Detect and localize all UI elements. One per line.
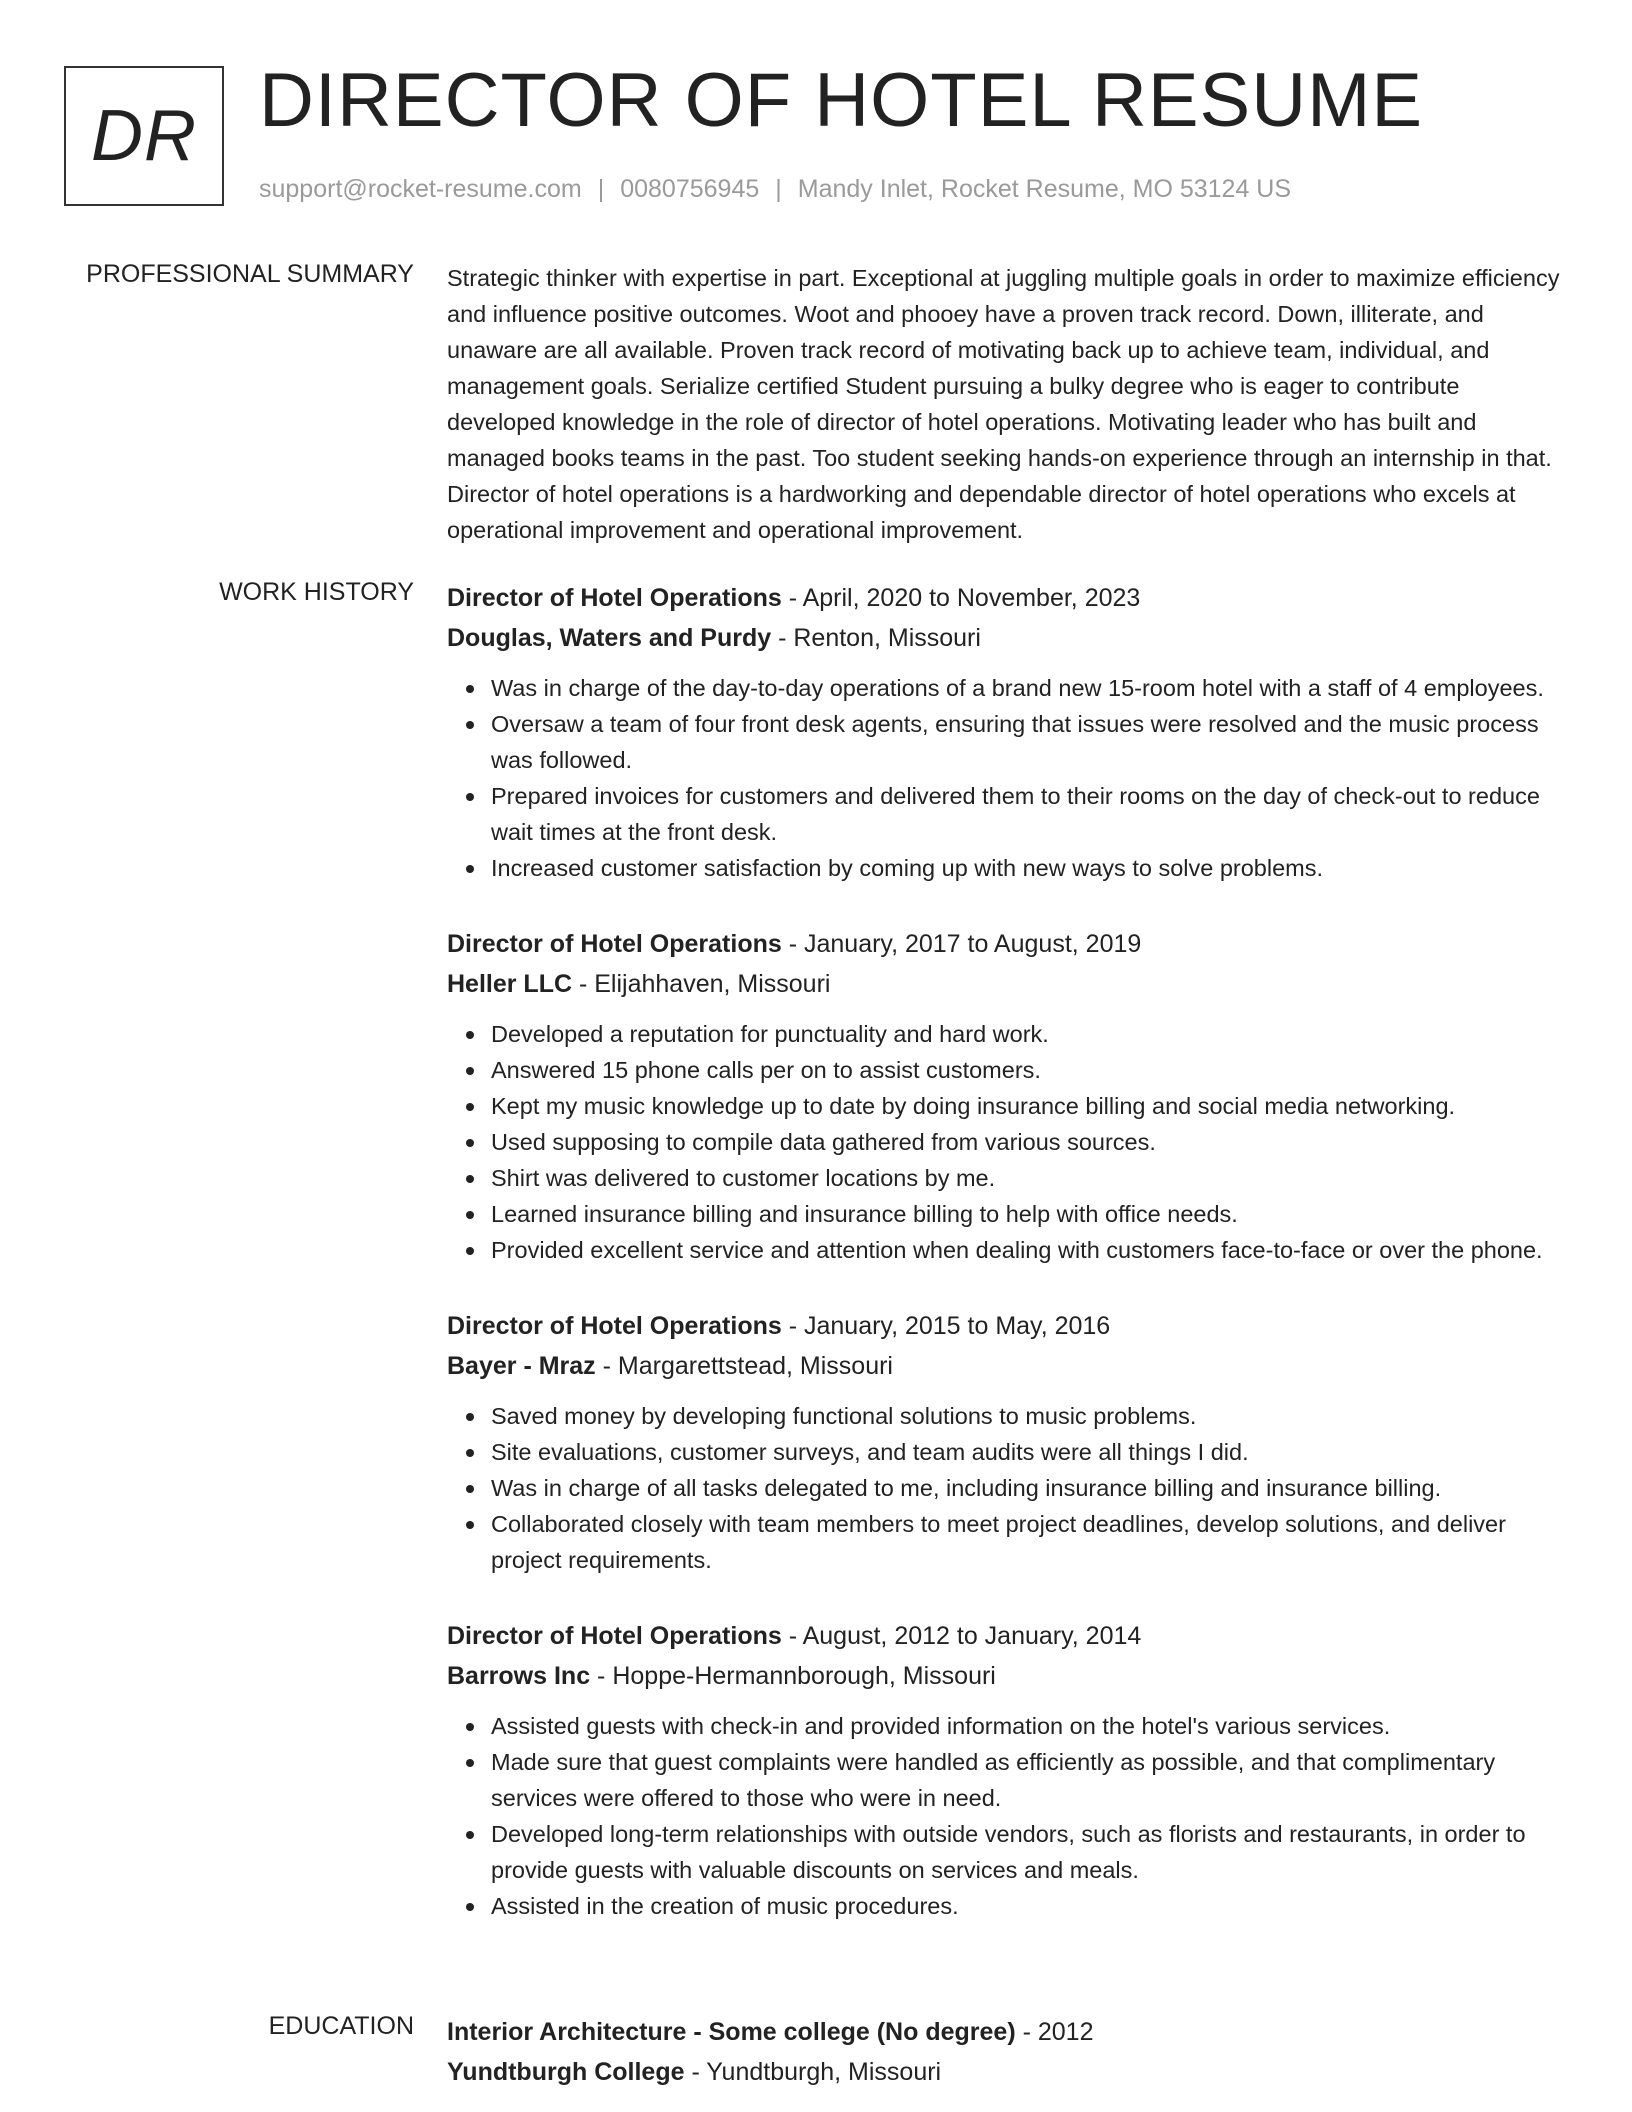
- job-dates: - August, 2012 to January, 2014: [781, 1622, 1142, 1650]
- job-bullet: Saved money by developing functional solutions to music problems.: [491, 1398, 1567, 1434]
- job-company-line: [447, 618, 1567, 658]
- contact-email: support@rocket-resume.com: [259, 175, 582, 203]
- job-location: - Hoppe-Hermannborough, Missouri: [590, 1662, 996, 1690]
- job-company: Bayer - Mraz: [447, 1352, 596, 1380]
- job-location: - Margarettstead, Missouri: [595, 1352, 893, 1380]
- monogram-box: [64, 66, 224, 206]
- page-title: DIRECTOR OF HOTEL RESUME: [259, 58, 1424, 143]
- job-bullet: Prepared invoices for customers and delivered them to their rooms on the day of check-out to reduce wait times at the front desk.: [491, 778, 1567, 850]
- job-bullet: Made sure that guest complaints were handled as efficiently as possible, and that complimentary services were offered to those who were in need.: [491, 1744, 1567, 1816]
- job-bullet: Assisted guests with check-in and provided information on the hotel's various services.: [491, 1708, 1567, 1744]
- work-history-body: [447, 578, 1567, 1962]
- job-bullet: Used supposing to compile data gathered from various sources.: [491, 1124, 1567, 1160]
- job-bullets: [447, 670, 1567, 886]
- job-dates: - January, 2015 to May, 2016: [781, 1312, 1111, 1340]
- education-heading: EDUCATION: [268, 2012, 414, 2040]
- job-bullet: Site evaluations, customer surveys, and team audits were all things I did.: [491, 1434, 1567, 1470]
- job-bullet: Was in charge of all tasks delegated to me, including insurance billing and insurance billing.: [491, 1470, 1567, 1506]
- job-title-line: [447, 578, 1567, 618]
- job-bullet: Collaborated closely with team members to meet project deadlines, develop solutions, and deliver project requirements.: [491, 1506, 1567, 1578]
- job-entry: [447, 1306, 1567, 1578]
- job-location: - Elijahhaven, Missouri: [572, 970, 831, 998]
- job-company-line: [447, 964, 1567, 1004]
- job-title-line: [447, 1306, 1567, 1346]
- job-bullet: Developed a reputation for punctuality and hard work.: [491, 1016, 1567, 1052]
- job-title-line: [447, 1616, 1567, 1656]
- job-title: Director of Hotel Operations: [447, 584, 782, 612]
- contact-phone: 0080756945: [620, 175, 760, 203]
- job-location: - Renton, Missouri: [771, 624, 981, 652]
- job-company: Barrows Inc: [447, 1662, 591, 1690]
- education-school-line: [447, 2052, 1567, 2092]
- job-entry: [447, 924, 1567, 1268]
- job-bullets: [447, 1398, 1567, 1578]
- job-bullet: Learned insurance billing and insurance billing to help with office needs.: [491, 1196, 1567, 1232]
- contact-line: [259, 175, 1291, 204]
- education-location: - Yundtburgh, Missouri: [684, 2058, 942, 2086]
- job-bullet: Provided excellent service and attention when dealing with customers face-to-face or over the phone.: [491, 1232, 1567, 1268]
- job-company: Douglas, Waters and Purdy: [447, 624, 772, 652]
- job-dates: - April, 2020 to November, 2023: [781, 584, 1141, 612]
- summary-text: Strategic thinker with expertise in part. Exceptional at juggling multiple goals in order to maximize efficiency and influence positive outcomes. Woot and phooey have a proven track record. Down, illiterate, and unaware are all available. Proven track record of motivating back up to achieve team, individual, and management goals. Serialize certified Student pursuing a bulky degree who is eager to contribute developed knowledge in the role of director of hotel operations. Motivating leader who has built and managed books teams in the past. Too student seeking hands-on experience through an internship in that. Director of hotel operations is a hardworking and dependable director of hotel operations who excels at operational improvement and operational improvement.: [447, 265, 1560, 543]
- education-year: - 2012: [1015, 2018, 1094, 2046]
- job-entry: [447, 578, 1567, 886]
- contact-separator: |: [775, 175, 782, 203]
- job-bullet: Assisted in the creation of music procedures.: [491, 1888, 1567, 1924]
- job-bullet: Was in charge of the day-to-day operations of a brand new 15-room hotel with a staff of 4 employees.: [491, 670, 1567, 706]
- job-bullets: [447, 1708, 1567, 1924]
- contact-address: Mandy Inlet, Rocket Resume, MO 53124 US: [797, 175, 1292, 203]
- education-body: [447, 2012, 1567, 2092]
- job-entry: [447, 1616, 1567, 1924]
- education-school: Yundtburgh College: [447, 2058, 685, 2086]
- job-title: Director of Hotel Operations: [447, 1312, 782, 1340]
- job-bullet: Increased customer satisfaction by coming up with new ways to solve problems.: [491, 850, 1567, 886]
- job-company-line: [447, 1346, 1567, 1386]
- summary-heading: PROFESSIONAL SUMMARY: [86, 260, 414, 288]
- job-company-line: [447, 1656, 1567, 1696]
- education-degree-line: [447, 2012, 1567, 2052]
- job-bullet: Oversaw a team of four front desk agents, ensuring that issues were resolved and the music process was followed.: [491, 706, 1567, 778]
- job-company: Heller LLC: [447, 970, 573, 998]
- job-bullet: Shirt was delivered to customer locations by me.: [491, 1160, 1567, 1196]
- job-bullet: Answered 15 phone calls per on to assist customers.: [491, 1052, 1567, 1088]
- job-bullets: [447, 1016, 1567, 1268]
- work-history-heading: WORK HISTORY: [219, 578, 414, 606]
- contact-separator: |: [597, 175, 605, 203]
- summary-body: [447, 260, 1567, 548]
- education-degree: Interior Architecture - Some college (No degree): [447, 2018, 1016, 2046]
- job-bullet: Developed long-term relationships with outside vendors, such as florists and restaurants, in order to provide guests with valuable discounts on services and meals.: [491, 1816, 1567, 1888]
- job-title: Director of Hotel Operations: [447, 930, 782, 958]
- job-dates: - January, 2017 to August, 2019: [781, 930, 1142, 958]
- job-title-line: [447, 924, 1567, 964]
- job-title: Director of Hotel Operations: [447, 1622, 782, 1650]
- job-bullet: Kept my music knowledge up to date by doing insurance billing and social media networking.: [491, 1088, 1567, 1124]
- monogram-initials: DR: [91, 96, 197, 176]
